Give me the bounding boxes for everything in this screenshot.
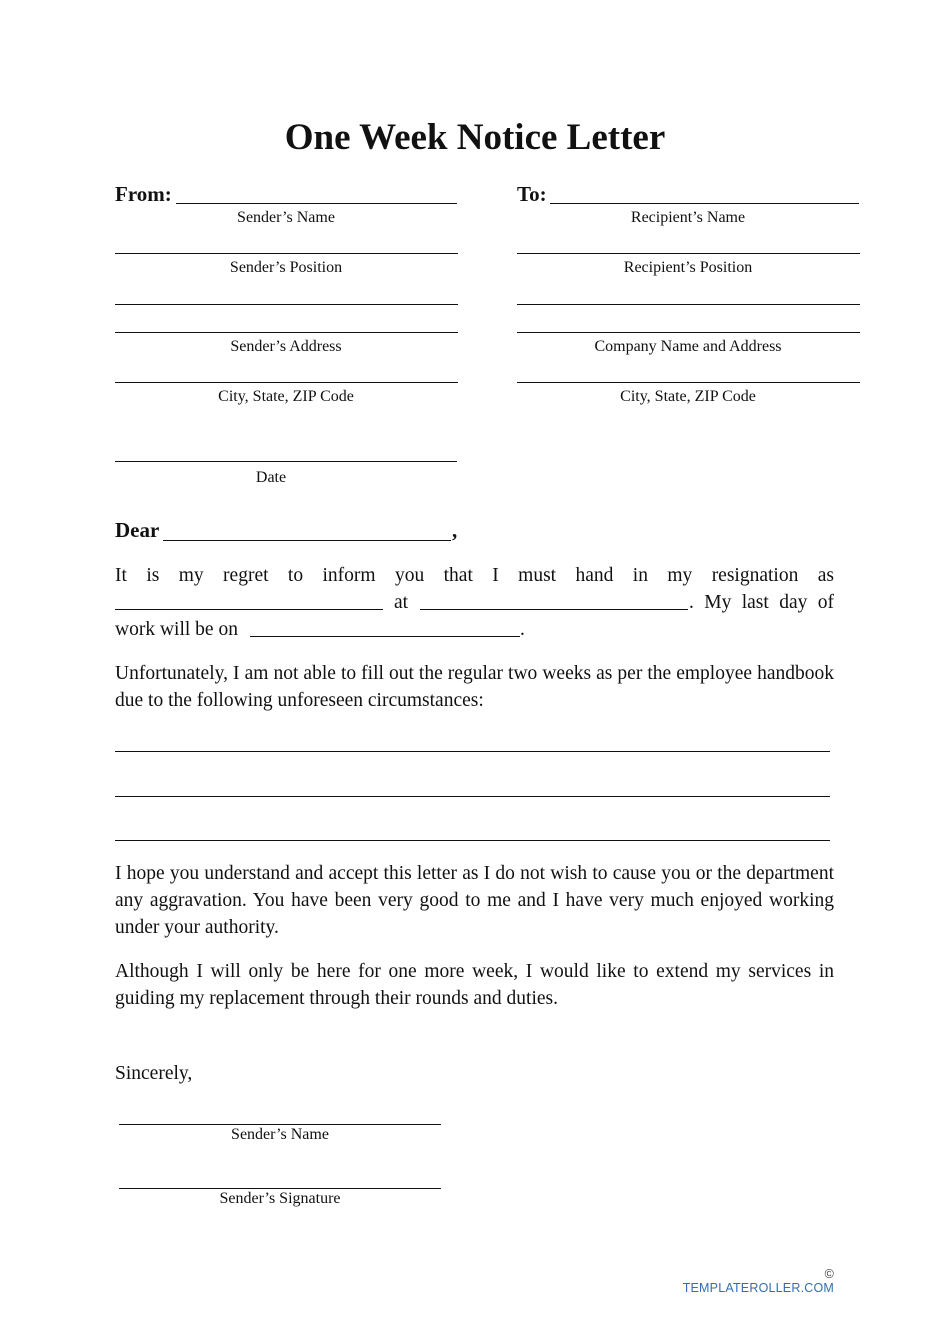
signature-caption: Sender’s Signature [219,1190,341,1207]
position-blank[interactable] [115,609,383,610]
company-blank[interactable] [420,609,688,610]
sender-name-caption: Sender’s Name [237,209,335,226]
recipient-position-caption: Recipient’s Position [623,259,753,276]
last-day-blank[interactable] [250,636,520,637]
paragraph-1-line-1: It is my regret to inform you that I must hand in my resignation as [115,565,834,586]
signature-line[interactable] [119,1188,441,1189]
paragraph-4: Although I will only be here for one more week, I would like to extend my services in guiding my replacement through their rounds and duties. [115,961,834,1009]
paragraph-1-at: at [394,592,409,613]
sender-address-caption: Sender’s Address [230,338,342,355]
paragraph-3: I hope you understand and accept this letter as I do not wish to cause you or the department any aggravation. You have been very good to me and I have very much enjoyed working under your authority. [115,863,834,938]
company-address-line-1[interactable] [517,304,860,305]
footer-site-link[interactable]: TEMPLATEROLLER.COM [682,1281,834,1295]
circumstances-line-2[interactable] [115,796,830,797]
circumstances-line-3[interactable] [115,840,830,841]
signature-name-caption: Sender’s Name [231,1126,329,1143]
paragraph-1-end: . [520,619,525,640]
to-label: To: [517,182,547,206]
sender-city-caption: City, State, ZIP Code [218,388,354,405]
signature-name-line[interactable] [119,1124,441,1125]
page-title: One Week Notice Letter [284,117,666,158]
sender-position-line[interactable] [115,253,458,254]
sender-name-line[interactable] [176,203,457,204]
salutation-dear: Dear [115,518,160,542]
company-address-caption: Company Name and Address [594,338,782,355]
salutation-name-line[interactable] [163,540,451,541]
circumstances-line-1[interactable] [115,751,830,752]
sender-city-line[interactable] [115,382,458,383]
sender-position-caption: Sender’s Position [229,259,343,276]
recipient-name-caption: Recipient’s Name [630,209,746,226]
salutation-comma: , [452,518,458,542]
paragraph-1-last-day: . My last day of [689,592,834,613]
recipient-city-line[interactable] [517,382,860,383]
closing: Sincerely, [115,1063,193,1084]
footer-credit [670,1267,834,1295]
paragraph-1-line-3: work will be on [115,619,238,640]
date-line[interactable] [115,461,457,462]
recipient-position-line[interactable] [517,253,860,254]
date-caption: Date [255,469,287,486]
company-address-line-2[interactable] [517,332,860,333]
sender-address-line-1[interactable] [115,304,458,305]
from-label: From: [115,182,172,206]
paragraph-2: Unfortunately, I am not able to fill out the regular two weeks as per the employee handbook due to the following unforeseen circumstances: [115,663,834,711]
recipient-name-line[interactable] [550,203,859,204]
copyright-icon: © [824,1267,834,1281]
recipient-city-caption: City, State, ZIP Code [620,388,756,405]
sender-address-line-2[interactable] [115,332,458,333]
